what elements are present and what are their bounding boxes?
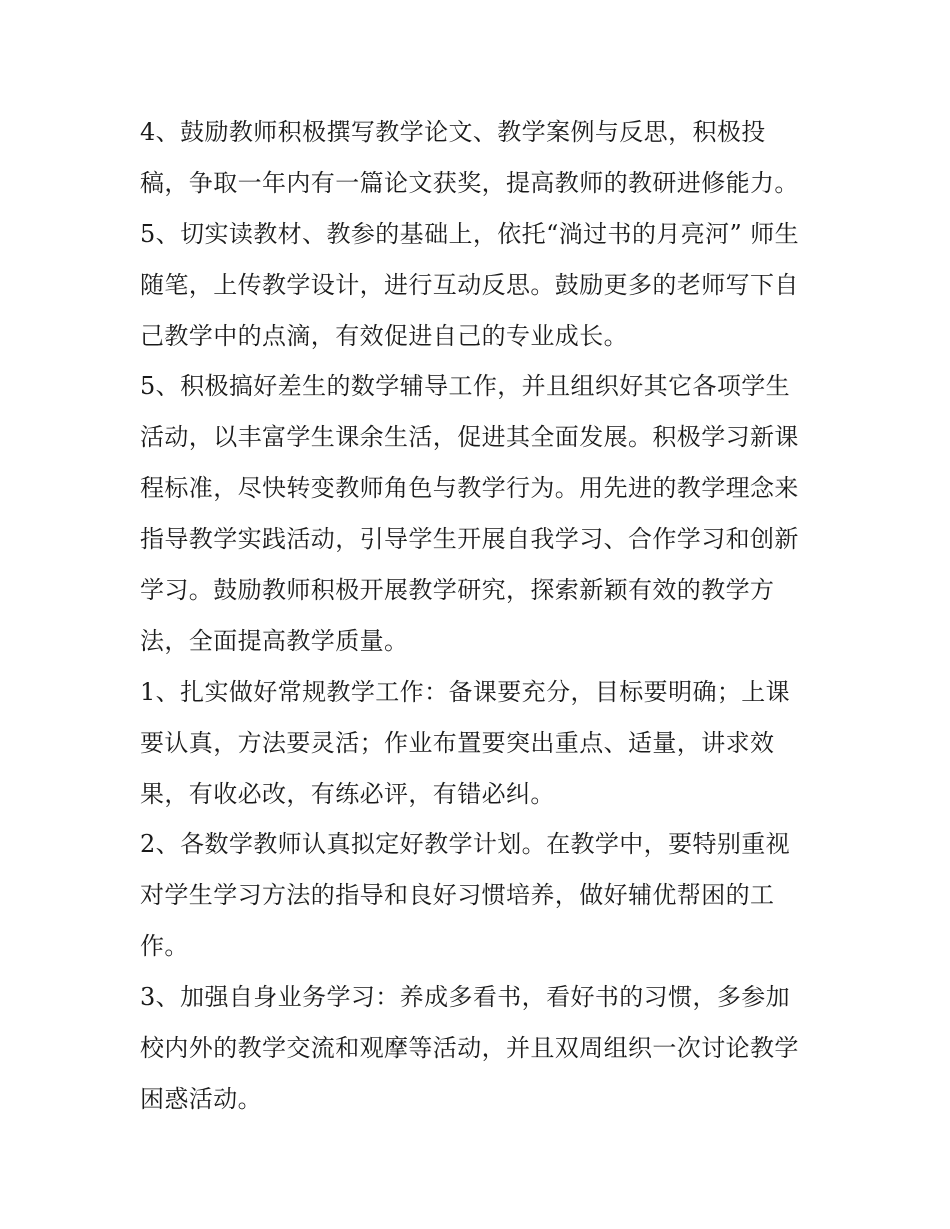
text-line: 3、加强自身业务学习：养成多看书，看好书的习惯，多参加 <box>140 983 791 1012</box>
text-line: 果，有收必改，有练必评，有错必纠。 <box>140 779 555 808</box>
text-line: 校内外的教学交流和观摩等活动，并且双周组织一次讨论教学 <box>140 1034 799 1063</box>
text-line: 己教学中的点滴，有效促进自己的专业成长。 <box>140 321 628 350</box>
text-line: 稿，争取一年内有一篇论文获奖，提高教师的教研进修能力。 <box>140 168 799 197</box>
text-line: 2、各数学教师认真拟定好教学计划。在教学中，要特别重视 <box>140 830 791 859</box>
text-line: 5、切实读教材、教参的基础上，依托“淌过书的月亮河” 师生 <box>140 219 800 248</box>
text-line: 指导教学实践活动，引导学生开展自我学习、合作学习和创新 <box>140 525 799 554</box>
text-line: 1、扎实做好常规教学工作：备课要充分，目标要明确；上课 <box>140 677 791 706</box>
text-line: 法，全面提高教学质量。 <box>140 626 409 655</box>
document-body <box>140 107 820 1125</box>
text-line: 学习。鼓励教师积极开展教学研究，探索新颖有效的教学方 <box>140 576 775 605</box>
text-line: 活动，以丰富学生课余生活，促进其全面发展。积极学习新课 <box>140 423 799 452</box>
text-line: 随笔，上传教学设计，进行互动反思。鼓励更多的老师写下自 <box>140 270 799 299</box>
text-line: 困惑活动。 <box>140 1084 262 1113</box>
text-line: 程标准，尽快转变教师角色与教学行为。用先进的教学理念来 <box>140 474 799 503</box>
text-line: 要认真，方法要灵活；作业布置要突出重点、适量，讲求效 <box>140 728 775 757</box>
text-line: 对学生学习方法的指导和良好习惯培养，做好辅优帮困的工 <box>140 881 775 910</box>
text-line: 4、鼓励教师积极撰写教学论文、教学案例与反思，积极投 <box>140 118 766 146</box>
text-line: 5、积极搞好差生的数学辅导工作，并且组织好其它各项学生 <box>140 372 791 401</box>
text-line: 作。 <box>140 932 189 961</box>
